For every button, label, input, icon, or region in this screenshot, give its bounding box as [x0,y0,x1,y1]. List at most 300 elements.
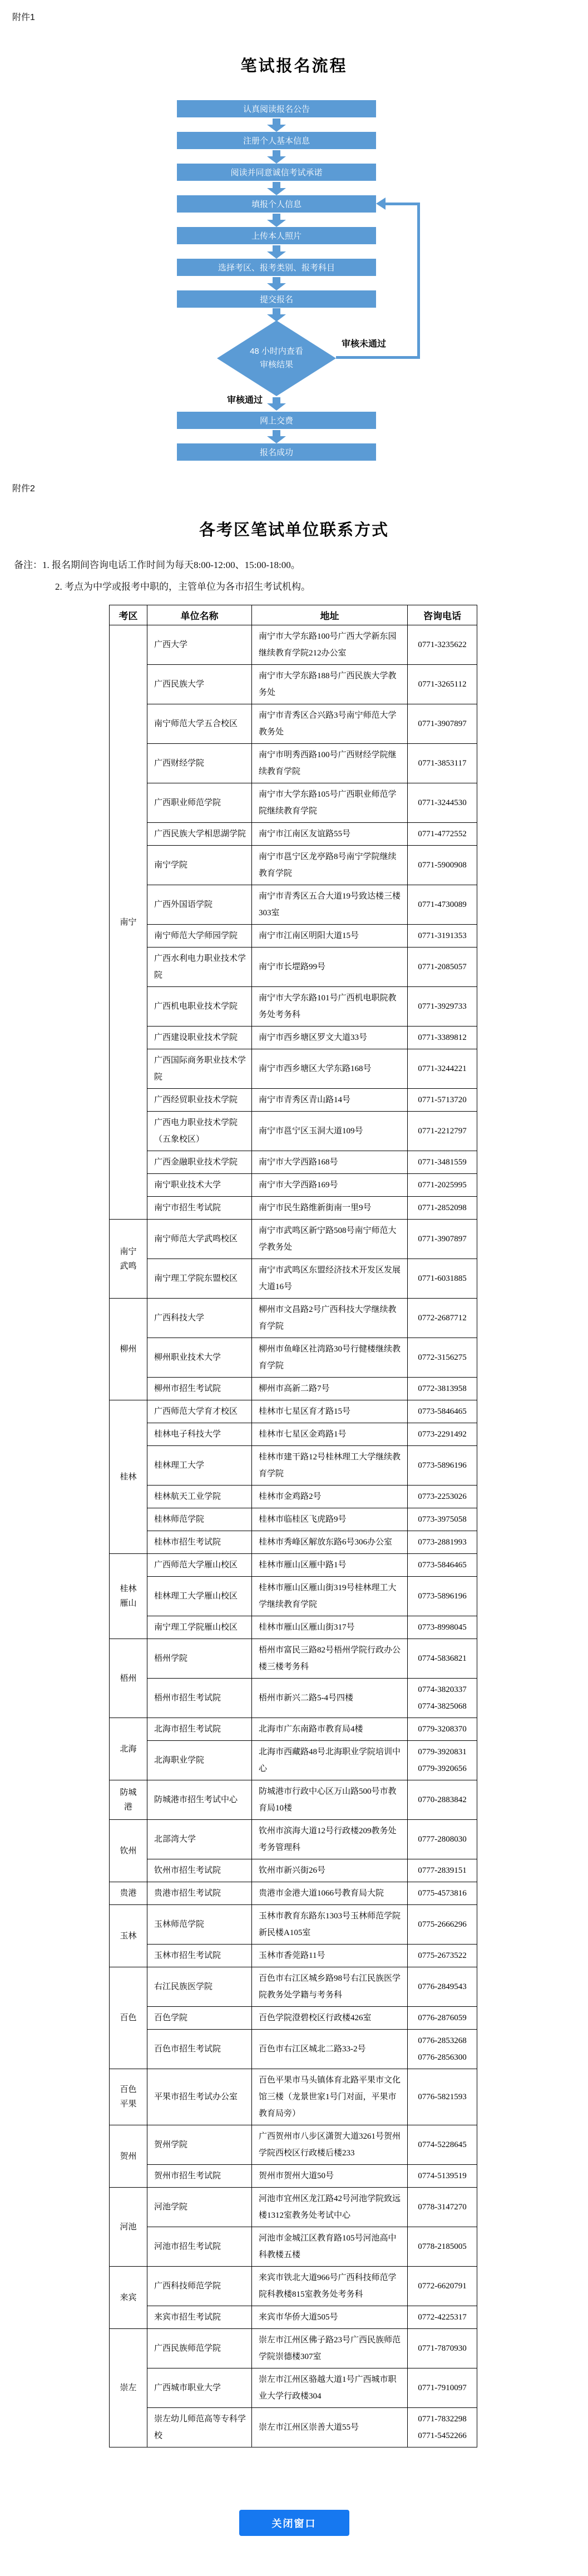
phone-number: 0778-3147270 [418,2203,467,2212]
phone-cell [408,1174,477,1197]
phone-number: 0771-2025995 [418,1181,467,1190]
phone-cell [408,744,477,783]
unit-name-cell: 柳州职业技术大学 [147,1338,252,1378]
phone-number: 0773-5846465 [418,1407,467,1416]
phone-cell [408,665,477,704]
address-cell: 百色学院澄碧校区行政楼426室 [252,2007,408,2030]
phone-number: 0771-6031885 [418,1274,467,1283]
phone-cell [408,1577,477,1616]
unit-name-cell: 广西科技大学 [147,1299,252,1338]
unit-name-cell: 贺州学院 [147,2125,252,2165]
unit-name-cell: 广西师范大学育才校区 [147,1400,252,1423]
phone-number: 0771-7910097 [418,2383,467,2392]
exam-area-cell: 钦州 [110,1820,147,1882]
attachment1-label: 附件1 [12,13,35,22]
phone-cell [408,1531,477,1554]
address-cell: 南宁市大学西路168号 [252,1151,408,1174]
table-row [110,783,477,823]
table-row [110,1197,477,1220]
address-cell: 玉林市香莞路11号 [252,1945,408,1967]
table-row [110,1259,477,1299]
phone-cell [408,1859,477,1882]
table-row [110,846,477,885]
phone-cell [408,1882,477,1905]
exam-area-cell: 河池 [110,2188,147,2267]
address-cell: 南宁市西乡塘区大学东路168号 [252,1049,408,1089]
address-cell: 来宾市华侨大道505号 [252,2306,408,2329]
address-cell: 河池市宜州区龙江路42号河池学院致远楼1312室教务处考试中心 [252,2188,408,2227]
address-cell: 桂林市七星区育才路15号 [252,1400,408,1423]
attachment2-section [0,470,588,2447]
phone-number: 0771-4772552 [418,830,467,838]
decision-diamond [217,320,336,396]
table-row [110,1859,477,1882]
flow-step-register-info: 注册个人基本信息 [177,132,376,149]
phone-cell [408,2329,477,2368]
flowchart-title: 笔试报名流程 [240,57,348,75]
phone-cell [408,1259,477,1299]
address-cell: 桂林市建干路12号桂林理工大学继续教育学院 [252,1446,408,1486]
unit-name-cell: 北部湾大学 [147,1820,252,1859]
unit-name-cell: 广西职业师范学院 [147,783,252,823]
address-cell: 崇左市江州区佛子路23号广西民族师范学院崇德楼307室 [252,2329,408,2368]
phone-cell [408,2408,477,2447]
phone-cell [408,846,477,885]
phone-number: 0775-2673522 [418,1951,467,1960]
flow-step-success: 报名成功 [177,443,376,461]
table-row [110,987,477,1027]
unit-name-cell: 广西水利电力职业技术学院 [147,948,252,987]
phone-number: 0774-3825068 [418,1702,467,1711]
phone-number: 0774-5228645 [418,2140,467,2149]
address-cell: 来宾市铁北大道966号广西科技师范学院科教楼815室教务处考务科 [252,2267,408,2306]
notes [14,557,588,593]
table-row [110,1718,477,1741]
phone-cell [408,2125,477,2165]
phone-number: 0775-2666296 [418,1920,467,1929]
address-cell: 南宁市武鸣区东盟经济技术开发区发展大道16号 [252,1259,408,1299]
table-row [110,1112,477,1151]
phone-number: 0771-7832298 [418,2415,467,2424]
table-row [110,1945,477,1967]
contact-table-body [110,625,477,2447]
phone-cell [408,1554,477,1577]
table-header-row [110,605,477,625]
table-row [110,2125,477,2165]
table-row [110,2267,477,2306]
phone-number: 0776-2853268 [418,2036,467,2045]
unit-name-cell: 北海职业学院 [147,1741,252,1780]
unit-name-cell: 南宁市招生考试院 [147,1197,252,1220]
phone-number: 0772-6620791 [418,2282,467,2291]
pass-label: 审核通过 [227,396,263,405]
table-row [110,1531,477,1554]
table-row [110,823,477,846]
phone-cell [408,1197,477,1220]
address-cell: 钦州市滨海大道12号行政楼209教务处考务管理科 [252,1820,408,1859]
table-row [110,1741,477,1780]
phone-number: 0771-3235622 [418,640,467,649]
phone-cell [408,1820,477,1859]
address-cell: 北海市广东南路市教育局4楼 [252,1718,408,1741]
phone-number: 0771-3389812 [418,1033,467,1042]
unit-name-cell: 广西师范大学雁山校区 [147,1554,252,1577]
unit-name-cell: 南宁理工学院雁山校区 [147,1616,252,1639]
exam-area-cell: 桂林雁山 [110,1554,147,1639]
unit-name-cell: 玉林市招生考试院 [147,1945,252,1967]
fail-label: 审核未通过 [342,339,387,349]
phone-cell [408,1741,477,1780]
address-cell: 柳州市文昌路2号广西科技大学继续教育学院 [252,1299,408,1338]
table-row [110,2368,477,2408]
phone-number: 0776-2849543 [418,1982,467,1991]
unit-name-cell: 梧州学院 [147,1639,252,1679]
address-cell: 防城港市行政中心区万山路500号市教育局10楼 [252,1780,408,1820]
unit-name-cell: 广西机电职业技术学院 [147,987,252,1027]
address-cell: 梧州市富民三路82号梧州学院行政办公楼三楼考务科 [252,1639,408,1679]
address-cell: 南宁市长堽路99号 [252,948,408,987]
exam-area-cell: 玉林 [110,1905,147,1967]
unit-name-cell: 广西民族大学 [147,665,252,704]
table-row [110,1679,477,1718]
address-cell: 桂林市金鸡路2号 [252,1486,408,1508]
address-cell: 百色平果市马头镇体育北路平果市文化馆三楼（龙景世家1号门对面，平果市教育局旁） [252,2069,408,2125]
table-row [110,948,477,987]
table-row [110,1882,477,1905]
unit-name-cell: 桂林市招生考试院 [147,1531,252,1554]
phone-number: 0772-3813958 [418,1384,467,1393]
table-row [110,2069,477,2125]
address-cell: 梧州市新兴二路5-4号四楼 [252,1679,408,1718]
address-cell: 南宁市大学东路101号广西机电职院教务处考务科 [252,987,408,1027]
phone-number: 0779-3920831 [418,1748,467,1756]
unit-name-cell: 河池市招生考试院 [147,2227,252,2267]
address-cell: 南宁市武鸣区新宁路508号南宁师范大学教务处 [252,1220,408,1259]
unit-name-cell: 桂林理工大学雁山校区 [147,1577,252,1616]
table-row [110,1967,477,2007]
address-cell: 柳州市高新二路7号 [252,1378,408,1400]
table-row [110,1780,477,1820]
unit-name-cell: 桂林理工大学 [147,1446,252,1486]
table-row [110,2030,477,2069]
unit-name-cell: 广西城市职业大学 [147,2368,252,2408]
table-row [110,2408,477,2447]
phone-cell [408,625,477,665]
phone-number: 0771-4730089 [418,900,467,909]
table-row [110,1338,477,1378]
unit-name-cell: 南宁师范大学五合校区 [147,704,252,744]
phone-cell [408,1151,477,1174]
phone-number: 0772-2687712 [418,1314,467,1322]
address-cell: 南宁市青秀区青山路14号 [252,1089,408,1112]
unit-name-cell: 广西电力职业技术学院（五象校区） [147,1112,252,1151]
exam-area-cell: 崇左 [110,2329,147,2447]
phone-number: 0779-3208370 [418,1725,467,1734]
table-row [110,2329,477,2368]
phone-number: 0772-3156275 [418,1353,467,1362]
table-row [110,1616,477,1639]
address-cell: 南宁市民生路维新街南一里9号 [252,1197,408,1220]
phone-cell [408,2306,477,2329]
address-cell: 贺州市贺州大道50号 [252,2165,408,2188]
address-cell: 百色市右江区城北二路33-2号 [252,2030,408,2069]
unit-name-cell: 贵港市招生考试院 [147,1882,252,1905]
attachment2-label: 附件2 [12,484,35,494]
exam-area-cell: 百色平果 [110,2069,147,2125]
table-row [110,1299,477,1338]
phone-number: 0771-3244221 [418,1064,467,1073]
phone-cell [408,1423,477,1446]
address-cell: 南宁市明秀西路100号广西财经学院继续教育学院 [252,744,408,783]
phone-cell [408,1027,477,1049]
phone-cell [408,885,477,925]
phone-cell [408,925,477,948]
phone-cell [408,948,477,987]
phone-number: 0771-5452266 [418,2431,467,2440]
phone-number: 0771-2085057 [418,963,467,971]
flow-step-read-notice: 认真阅读报名公告 [177,100,376,117]
phone-number: 0771-3929733 [418,1002,467,1011]
unit-name-cell: 贺州市招生考试院 [147,2165,252,2188]
phone-number: 0776-2856300 [418,2053,467,2062]
unit-name-cell: 北海市招生考试院 [147,1718,252,1741]
unit-name-cell: 广西金融职业技术学院 [147,1151,252,1174]
phone-cell [408,2227,477,2267]
phone-cell [408,987,477,1027]
unit-name-cell: 南宁理工学院东盟校区 [147,1259,252,1299]
table-row [110,2007,477,2030]
phone-cell [408,1338,477,1378]
address-cell: 百色市右江区城乡路98号右江民族医学院教务处学籍与考务科 [252,1967,408,2007]
phone-number: 0775-4573816 [418,1889,467,1898]
phone-cell [408,1486,477,1508]
phone-number: 0774-3820337 [418,1685,467,1694]
table-row [110,2306,477,2329]
unit-name-cell: 桂林航天工业学院 [147,1486,252,1508]
unit-name-cell: 广西民族大学相思湖学院 [147,823,252,846]
contact-table [109,605,477,2447]
phone-number: 0771-3907897 [418,719,467,728]
flow-step-agree-promise: 阅读并同意诚信考试承诺 [177,164,376,181]
phone-cell [408,2030,477,2069]
address-cell: 南宁市青秀区五合大道19号致达楼三楼303室 [252,885,408,925]
phone-number: 0771-3191353 [418,931,467,940]
down-arrow-icon [267,119,286,132]
phone-number: 0771-7870930 [418,2344,467,2353]
unit-name-cell: 防城港市招生考试中心 [147,1780,252,1820]
phone-cell [408,823,477,846]
phone-cell [408,1616,477,1639]
exam-area-cell: 贺州 [110,2125,147,2188]
phone-number: 0776-2876059 [418,2014,467,2022]
address-cell: 崇左市江州区骆越大道1号广西城市职业大学行政楼304 [252,2368,408,2408]
unit-name-cell: 右江民族医学院 [147,1967,252,2007]
unit-name-cell: 玉林师范学院 [147,1905,252,1945]
close-window-button[interactable]: 关闭窗口 [239,2510,349,2536]
exam-area-cell: 百色 [110,1967,147,2069]
note-line-2: 2. 考点为中学或报考中职的，主管单位为各市招生考试机构。 [55,581,310,592]
unit-name-cell: 河池学院 [147,2188,252,2227]
phone-number: 0771-5900908 [418,861,467,870]
address-cell: 南宁市邕宁区龙亭路8号南宁学院继续教育学院 [252,846,408,885]
unit-name-cell: 百色学院 [147,2007,252,2030]
table-row [110,1174,477,1197]
phone-cell [408,2267,477,2306]
table-row [110,625,477,665]
phone-number: 0773-2881993 [418,1538,467,1547]
unit-name-cell: 崇左幼儿师范高等专科学校 [147,2408,252,2447]
phone-number: 0773-5846465 [418,1561,467,1570]
unit-name-cell: 平果市招生考试办公室 [147,2069,252,2125]
address-cell: 北海市西藏路48号北海职业学院培训中心 [252,1741,408,1780]
attachment1-section [0,0,588,470]
header-unit-name: 单位名称 [147,605,252,625]
table-row [110,1820,477,1859]
phone-number: 0773-5896196 [418,1592,467,1601]
phone-number: 0770-2883842 [418,1795,467,1804]
exam-area-cell: 南宁 [110,625,147,1220]
phone-cell [408,1945,477,1967]
unit-name-cell: 广西经贸职业技术学院 [147,1089,252,1112]
phone-number: 0771-3907897 [418,1235,467,1243]
down-arrow-icon [267,182,286,195]
header-exam-area: 考区 [110,605,147,625]
phone-cell [408,2007,477,2030]
unit-name-cell: 梧州市招生考试院 [147,1679,252,1718]
table-row [110,2227,477,2267]
down-arrow-icon [267,397,286,411]
exam-area-cell: 桂林 [110,1400,147,1554]
table-row [110,704,477,744]
phone-number: 0771-3853117 [418,759,467,768]
down-arrow-icon [267,214,286,227]
table-row [110,1508,477,1531]
address-cell: 广西贺州市八步区潇贺大道3261号贺州学院西校区行政楼后楼233 [252,2125,408,2165]
unit-name-cell: 桂林师范学院 [147,1508,252,1531]
unit-name-cell: 广西财经学院 [147,744,252,783]
down-arrow-icon [267,245,286,259]
phone-number: 0773-5896196 [418,1461,467,1470]
address-cell: 南宁市大学西路169号 [252,1174,408,1197]
unit-name-cell: 广西外国语学院 [147,885,252,925]
unit-name-cell: 南宁学院 [147,846,252,885]
table-row [110,2188,477,2227]
address-cell: 南宁市大学东路100号广西大学新东园继续教育学院212办公室 [252,625,408,665]
fail-path-line [336,356,420,359]
unit-name-cell: 钦州市招生考试院 [147,1859,252,1882]
exam-area-cell: 柳州 [110,1299,147,1400]
down-arrow-icon [267,150,286,164]
phone-cell [408,2368,477,2408]
phone-number: 0773-2253026 [418,1492,467,1501]
address-cell: 南宁市江南区友谊路55号 [252,823,408,846]
table-row [110,1446,477,1486]
phone-cell [408,1718,477,1741]
unit-name-cell: 广西大学 [147,625,252,665]
phone-cell [408,1299,477,1338]
unit-name-cell: 百色市招生考试院 [147,2030,252,2069]
address-cell: 钦州市新兴街26号 [252,1859,408,1882]
table-row [110,1905,477,1945]
table-row [110,2165,477,2188]
phone-number: 0777-2839151 [418,1866,467,1875]
address-cell: 桂林市雁山区雁山街319号桂林理工大学继续教育学院 [252,1577,408,1616]
unit-name-cell: 广西民族师范学院 [147,2329,252,2368]
phone-cell [408,1446,477,1486]
fail-path-line [386,203,417,205]
exam-area-cell: 贵港 [110,1882,147,1905]
phone-number: 0773-8998045 [418,1623,467,1632]
address-cell: 崇左市江州区崇善大道55号 [252,2408,408,2447]
unit-name-cell: 柳州市招生考试院 [147,1378,252,1400]
phone-cell [408,2165,477,2188]
exam-area-cell: 防城港 [110,1780,147,1820]
flow-step-upload-photo: 上传本人照片 [177,227,376,244]
unit-name-cell: 广西国际商务职业技术学院 [147,1049,252,1089]
phone-number: 0776-5821593 [418,2093,467,2101]
table-row [110,1400,477,1423]
decision-diamond-text: 48 小时内查看 审核结果 [250,347,303,369]
unit-name-cell: 南宁职业技术大学 [147,1174,252,1197]
phone-cell [408,783,477,823]
exam-area-cell: 梧州 [110,1639,147,1718]
phone-cell [408,1400,477,1423]
phone-cell [408,704,477,744]
address-cell: 南宁市青秀区合兴路3号南宁师范大学教务处 [252,704,408,744]
address-cell: 桂林市雁山区雁中路1号 [252,1554,408,1577]
flow-step-pay-online: 网上交费 [177,412,376,429]
phone-number: 0778-2185005 [418,2242,467,2251]
left-arrow-icon [376,198,386,210]
table-row [110,1378,477,1400]
phone-cell [408,1112,477,1151]
phone-number: 0779-3920656 [418,1764,467,1773]
address-cell: 桂林市七星区金鸡路1号 [252,1423,408,1446]
address-cell: 桂林市雁山区雁山街317号 [252,1616,408,1639]
phone-cell [408,1378,477,1400]
phone-cell [408,1905,477,1945]
phone-number: 0774-5836821 [418,1654,467,1663]
phone-number: 0772-4225317 [418,2313,467,2322]
phone-cell [408,1639,477,1679]
phone-cell [408,1089,477,1112]
header-phone: 咨询电话 [408,605,477,625]
down-arrow-icon [267,277,286,290]
exam-area-cell: 南宁武鸣 [110,1220,147,1299]
address-cell: 桂林市秀峰区解放东路6号306办公室 [252,1531,408,1554]
phone-number: 0771-2852098 [418,1203,467,1212]
exam-area-cell: 北海 [110,1718,147,1780]
table-row [110,885,477,925]
phone-cell [408,1049,477,1089]
table-row [110,1049,477,1089]
phone-cell [408,2188,477,2227]
address-cell: 桂林市临桂区飞虎路9号 [252,1508,408,1531]
phone-number: 0771-3244530 [418,798,467,807]
phone-cell [408,1780,477,1820]
address-cell: 南宁市邕宁区玉洞大道109号 [252,1112,408,1151]
header-address: 地址 [252,605,408,625]
phone-number: 0774-5139519 [418,2172,467,2180]
table-row [110,744,477,783]
unit-name-cell: 南宁师范大学师园学院 [147,925,252,948]
address-cell: 贵港市金港大道1066号教育局大院 [252,1882,408,1905]
table-row [110,1027,477,1049]
unit-name-cell: 广西科技师范学院 [147,2267,252,2306]
close-button-area [0,2510,588,2536]
flow-step-choose-area: 选择考区、报考类别、报考科目 [177,259,376,276]
phone-cell [408,1679,477,1718]
